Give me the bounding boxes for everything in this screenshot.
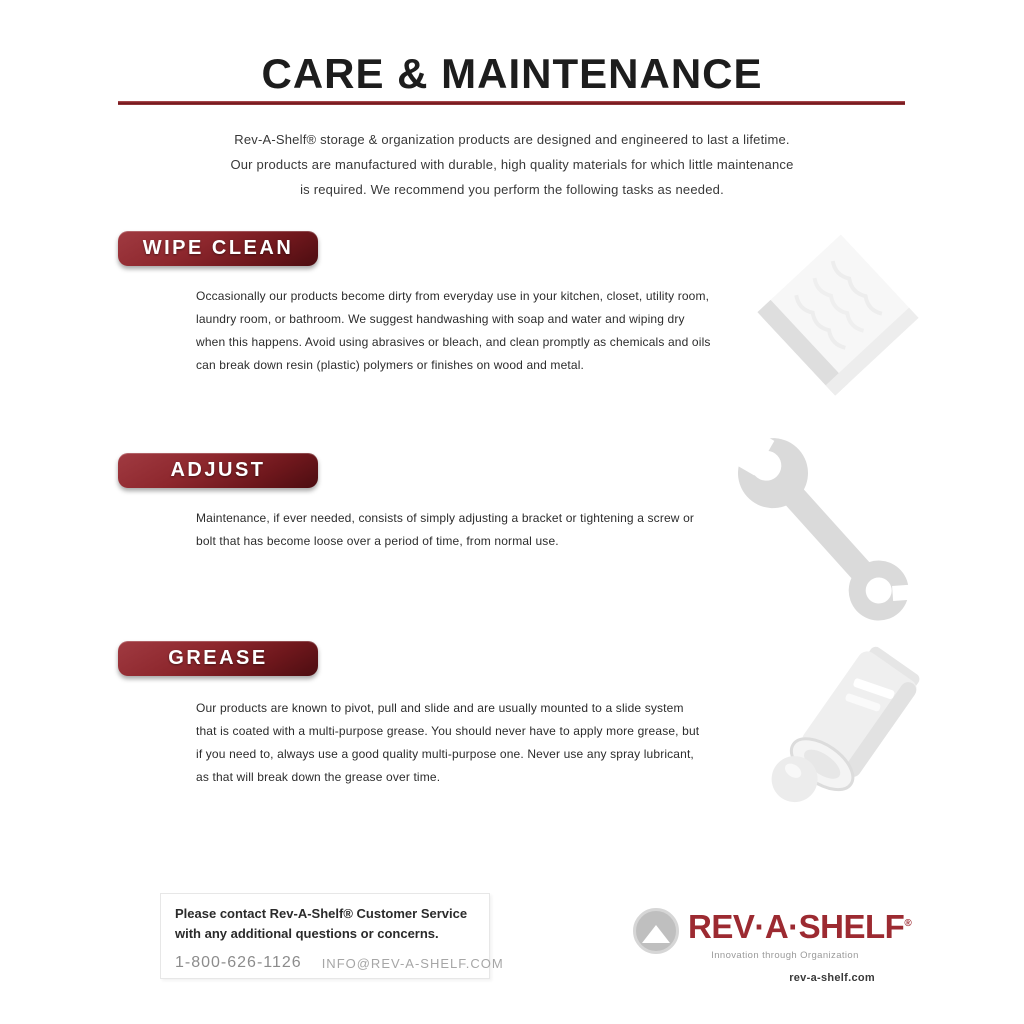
body-line: laundry room, or bathroom. We suggest handwashing with soap and water and wiping dry: [196, 312, 685, 326]
brand-name-text: REV·A·SHELF: [688, 908, 905, 945]
brand-logo-icon: [633, 908, 679, 954]
registered-mark: ®: [904, 918, 912, 929]
section-banner-label: WIPE CLEAN: [142, 237, 294, 259]
title-divider-rule: [118, 101, 905, 105]
chevron-up-icon: [642, 925, 670, 943]
section-banner-grease: [118, 641, 318, 676]
section-body-adjust: [196, 507, 796, 553]
brand-logo: [633, 903, 912, 993]
section-body-wipe-clean: [196, 285, 796, 377]
section-body-grease: [196, 697, 796, 789]
body-line: can break down resin (plastic) polymers or finishes on wood and metal.: [196, 358, 585, 372]
contact-line-1: Please contact Rev-A-Shelf® Customer Service: [175, 906, 468, 921]
section-banner-label: ADJUST: [170, 459, 266, 481]
contact-card: [160, 893, 504, 979]
body-line: if you need to, always use a good quality multi-purpose one. Never use any spray lubricant,: [196, 747, 694, 761]
section-banner-label: GREASE: [168, 647, 268, 669]
section-banner-adjust: [118, 453, 318, 488]
brand-tagline: Innovation through Organization: [711, 950, 859, 961]
body-line: bolt that has become loose over a period of time, from normal use.: [196, 534, 559, 548]
body-line: that is coated with a multi-purpose grease. You should never have to apply more grease, but: [196, 724, 700, 738]
body-line: when this happens. Avoid using abrasives or bleach, and clean promptly as chemicals and oils: [196, 335, 711, 349]
body-line: Our products are known to pivot, pull and slide and are usually mounted to a slide system: [196, 701, 684, 715]
body-line: Maintenance, if ever needed, consists of simply adjusting a bracket or tightening a screw or: [196, 511, 695, 525]
intro-line: Rev-A-Shelf® storage & organization products are designed and engineered to last a lifetime.: [234, 132, 790, 147]
brand-website: rev-a-shelf.com: [789, 972, 875, 984]
body-line: as that will break down the grease over time.: [196, 770, 441, 784]
contact-line-2: with any additional questions or concerns.: [175, 926, 439, 941]
intro-line: Our products are manufactured with durable, high quality materials for which little maintenance: [230, 157, 794, 172]
section-banner-wipe-clean: [118, 231, 318, 266]
body-line: Occasionally our products become dirty from everyday use in your kitchen, closet, utility room,: [196, 289, 710, 303]
email-address: INFO@REV-A-SHELF.COM: [321, 955, 504, 971]
contact-row: [175, 953, 504, 973]
intro-paragraph: [0, 127, 1024, 202]
page-title: CARE & MAINTENANCE: [261, 50, 763, 97]
phone-number: 1-800-626-1126: [175, 954, 302, 971]
intro-line: is required. We recommend you perform the following tasks as needed.: [300, 182, 724, 197]
brand-name: [688, 908, 911, 946]
